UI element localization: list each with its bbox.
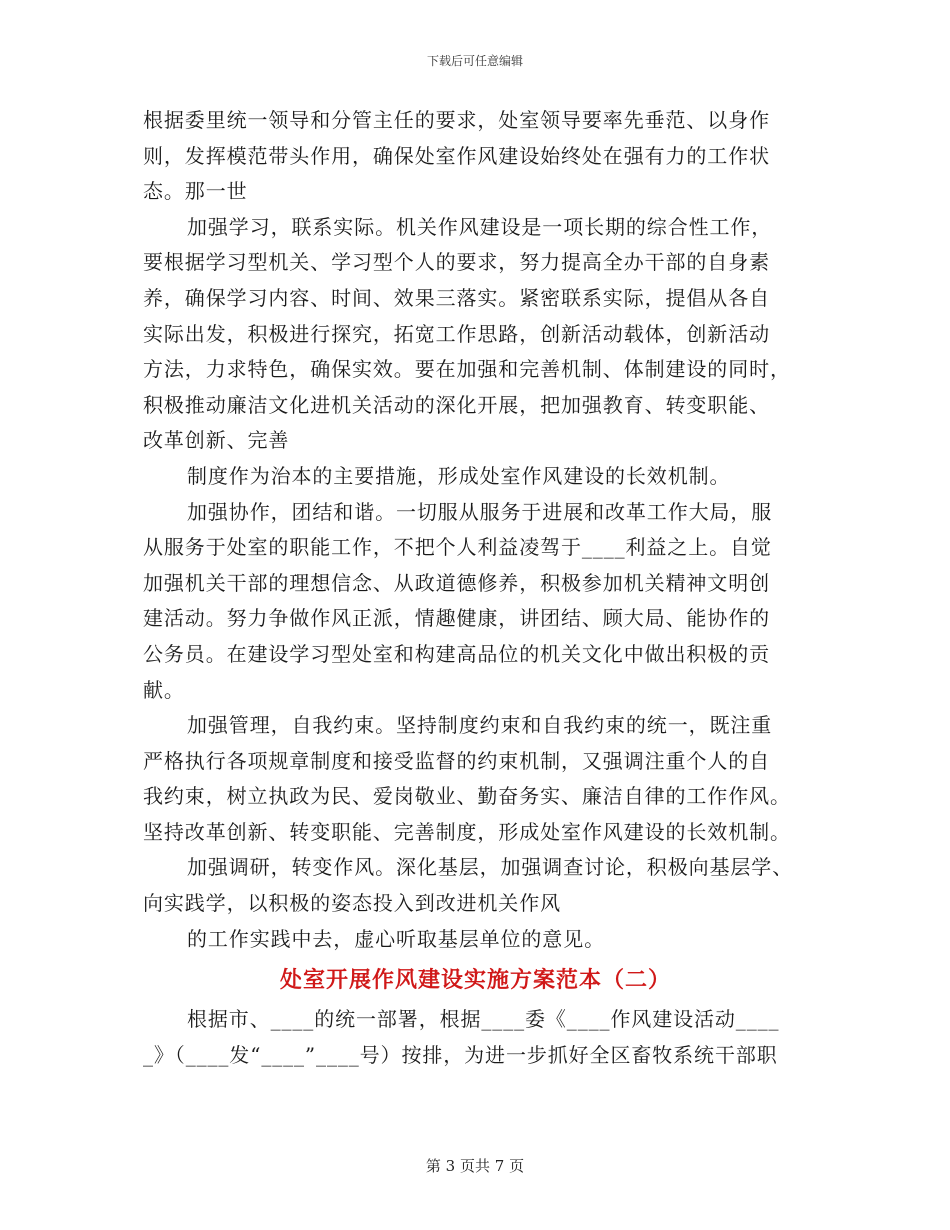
text-line: 积极推动廉洁文化进机关活动的深化开展，把加强教育、转变职能、	[143, 392, 770, 417]
section-one	[143, 103, 808, 957]
text-line: 加强调研，转变作风。深化基层，加强调查讨论，积极向基层学、	[187, 855, 794, 880]
section-two	[143, 1002, 808, 1073]
text-line: 根据委里统一领导和分管主任的要求，处室领导要率先垂范、以身作	[143, 108, 770, 132]
text-line: 态。那一世	[143, 179, 248, 204]
text-line: 根据市、____的统一部署，根据____委《____作风建设活动____	[187, 1007, 780, 1032]
text-line: 建活动。努力争做作风正派，情趣健康，讲团结、顾大局、能协作的	[143, 606, 770, 631]
text-line: 改革创新、完善	[143, 428, 290, 453]
document-body	[143, 103, 808, 1073]
text-line: 方法，力求特色，确保实效。要在加强和完善机制、体制建设的同时，	[143, 357, 791, 382]
text-line: 加强管理，自我约束。坚持制度约束和自我约束的统一，既注重	[187, 713, 773, 738]
text-line: 养，确保学习内容、时间、效果三落实。紧密联系实际，提倡从各自	[143, 285, 770, 310]
text-line: 坚持改革创新、转变职能、完善制度，形成处室作风建设的长效机制。	[143, 819, 791, 844]
text-line: 我约束，树立执政为民、爱岗敬业、勤奋务实、廉洁自律的工作作风。	[143, 784, 791, 809]
text-line: 献。	[143, 677, 185, 702]
text-line: 的工作实践中去，虚心听取基层单位的意见。	[187, 926, 605, 951]
text-line: 加强学习，联系实际。机关作风建设是一项长期的综合性工作，	[187, 214, 773, 239]
text-line: 实际出发，积极进行探究，拓宽工作思路，创新活动载体，创新活动	[143, 321, 770, 346]
section-title: 处室开展作风建设实施方案范本（二）	[279, 967, 671, 994]
text-line: 则，发挥模范带头作用，确保处室作风建设始终处在强有力的工作状	[143, 143, 770, 168]
page-footer: 第 3 页共 7 页	[425, 1157, 525, 1175]
text-line: _》（____发“____”____号）按排，为进一步抓好全区畜牧系统干部职	[143, 1042, 778, 1067]
text-line: 向实践学，以积极的姿态投入到改进机关作风	[143, 891, 561, 916]
page-header: 下载后可任意编辑	[426, 54, 523, 68]
text-line: 公务员。在建设学习型处室和构建高品位的机关文化中做出积极的贡	[143, 641, 770, 666]
text-line: 制度作为治本的主要措施，形成处室作风建设的长效机制。	[187, 463, 731, 488]
text-line: 加强协作，团结和谐。一切服从服务于进展和改革工作大局，服	[187, 499, 773, 524]
text-line: 从服务于处室的职能工作，不把个人利益凌驾于____利益之上。自觉	[143, 535, 772, 560]
text-line: 要根据学习型机关、学习型个人的要求，努力提高全办干部的自身素	[143, 250, 770, 275]
text-line: 严格执行各项规章制度和接受监督的约束机制，又强调注重个人的自	[143, 748, 770, 773]
text-line: 加强机关干部的理想信念、从政道德修养，积极参加机关精神文明创	[143, 570, 770, 595]
